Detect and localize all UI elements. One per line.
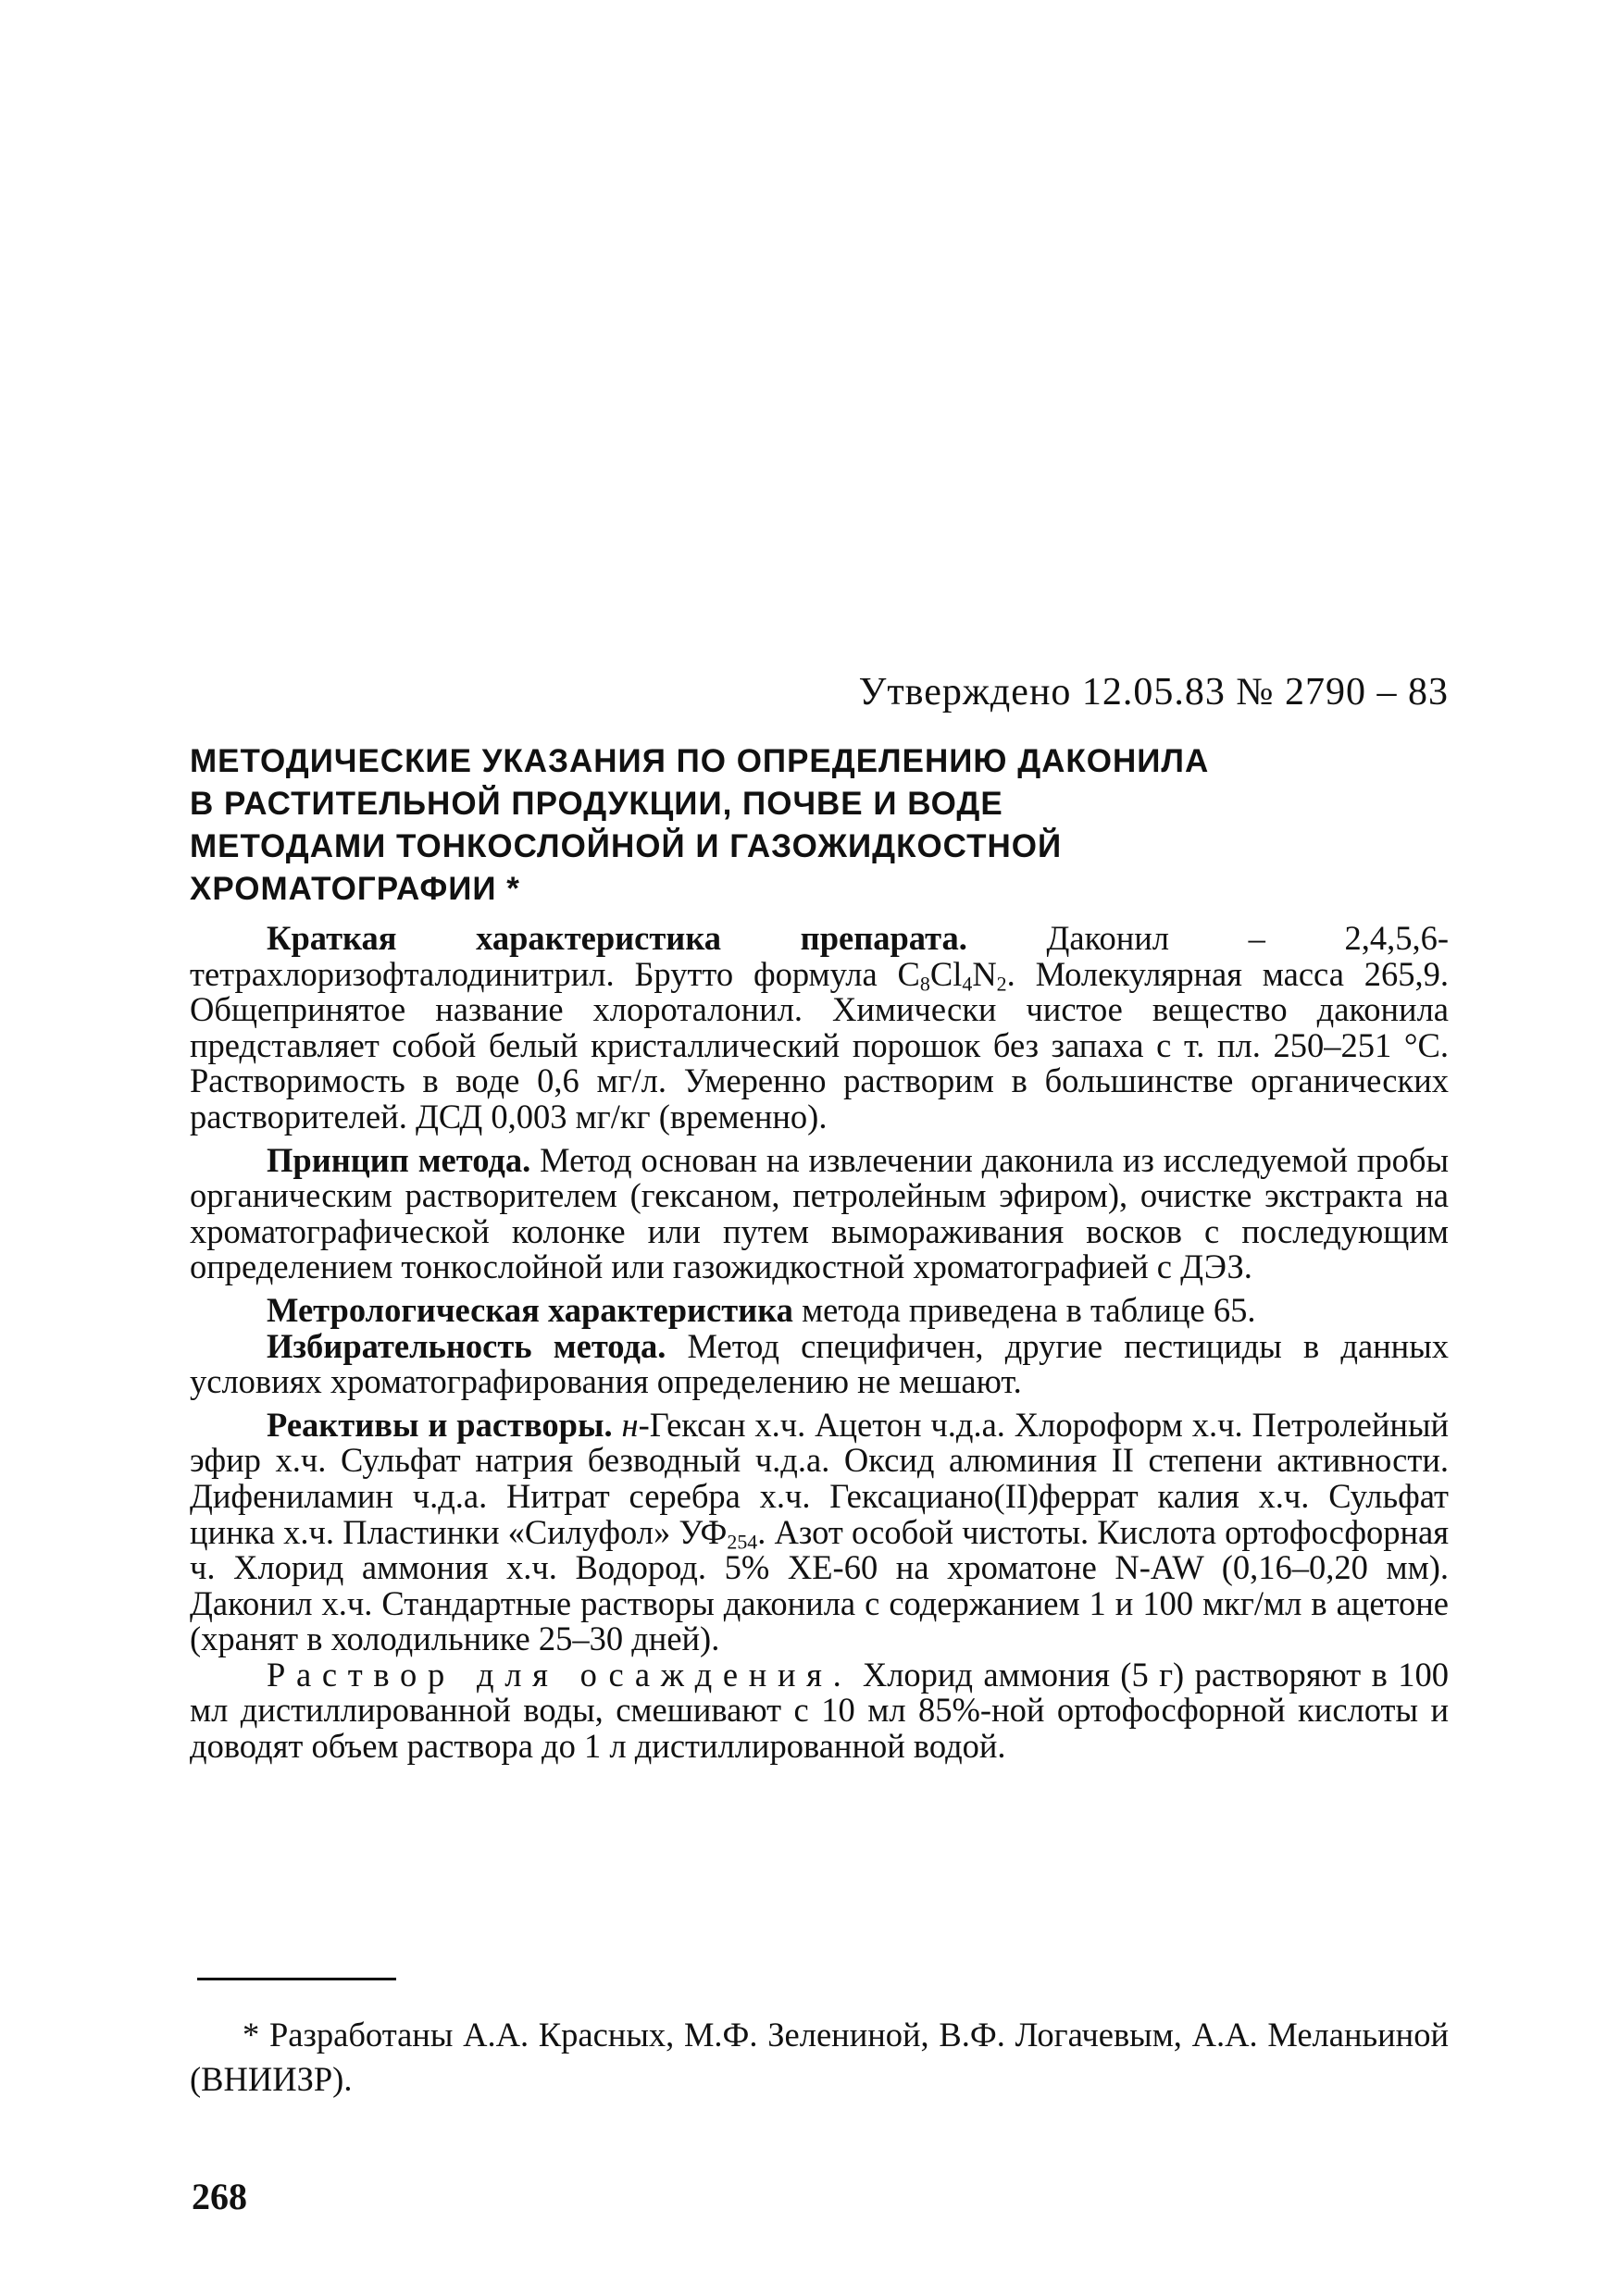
paragraph-text: Cl xyxy=(929,954,963,993)
paragraph-lead: Принцип метода. xyxy=(267,1140,531,1179)
paragraph-text: Даконил – 2,4,5,6-тетрахлоризофталодинитрил. Брутто формула C xyxy=(190,919,1449,993)
formula-subscript: 4 xyxy=(962,972,973,996)
paragraph-text: Хлорид аммония (5 г) растворяют в 100 мл дистиллированной воды, смешивают с 10 мл 85%-ной ортофосфорной кислоты и доводят объем раствора до 1 л дистиллированной водой. xyxy=(190,1655,1449,1766)
italic-prefix: н xyxy=(621,1405,639,1444)
paragraph-lead: Реактивы и растворы. xyxy=(267,1405,613,1444)
paragraph-method-principle xyxy=(190,1140,1449,1286)
uv-subscript: 254 xyxy=(727,1529,758,1553)
paragraph-metrology xyxy=(190,1290,1449,1329)
footnote-text: * Разработаны А.А. Красных, М.Ф. Зелениной, В.Ф. Логачевым, А.А. Меланьиной (ВНИИЗР). xyxy=(190,2016,1449,2098)
paragraph-selectivity xyxy=(190,1326,1449,1401)
paragraph-precipitation-solution xyxy=(190,1657,1449,1765)
footnote-divider xyxy=(197,1978,396,1980)
title-line-1: МЕТОДИЧЕСКИЕ УКАЗАНИЯ ПО ОПРЕДЕЛЕНИЮ ДАКОНИЛА xyxy=(190,743,1210,779)
formula-subscript: 8 xyxy=(919,972,930,996)
paragraph-characteristics xyxy=(190,921,1449,1136)
paragraph-reagents xyxy=(190,1405,1449,1658)
paragraph-lead: Раствор для осаждения. xyxy=(267,1655,853,1694)
approval-line: Утверждено 12.05.83 № 2790 – 83 xyxy=(858,671,1449,714)
paragraph-text: Метод основан на извлечении даконила из исследуемой пробы органическим растворителем (гексаном, петролейным эфиром), очистке экстракта на хроматографической колонке или путем вымораживания восков с последующим определением тонкослойной или газожидкостной хроматографией с ДЭЗ. xyxy=(190,1140,1449,1286)
paragraph-text: N xyxy=(972,954,997,993)
paragraph-text: . Азот особой чистоты. Кислота ортофосфорная ч. Хлорид аммония х.ч. Водород. 5% ХЕ-60 на хроматоне N-AW (0,16–0,20 мм). Даконил х.ч. Стандартные растворы даконила с содержанием 1 и 100 мкг/мл в ацетоне (хранят в холодильнике 25–30 дней). xyxy=(190,1512,1449,1658)
paragraph-lead: Метрологическая характеристика xyxy=(267,1290,793,1329)
formula-subscript: 2 xyxy=(996,972,1007,996)
paragraph-text: -Гексан х.ч. Ацетон ч.д.а. Хлороформ х.ч. Петролейный эфир х.ч. Сульфат натрия безводный ч.д.а. Оксид алюминия II степени активности. Дифениламин ч.д.а. Нитрат серебра х.ч. Гексациано(II)феррат калия х.ч. Сульфат цинка х.ч. Пластинки «Силуфол» УФ xyxy=(190,1405,1449,1551)
page-number: 268 xyxy=(192,2176,247,2217)
paragraph-text: . Молекулярная масса 265,9. Общепринятое название хлороталонил. Химически чистое вещество даконила представляет собой белый кристаллический порошок без запаха с т. пл. 250–251 °С. Растворимость в воде 0,6 мг/л. Умеренно растворим в большинстве органических растворителей. ДСД 0,003 мг/кг (временно). xyxy=(190,954,1449,1136)
title-line-3: МЕТОДАМИ ТОНКОСЛОЙНОЙ И ГАЗОЖИДКОСТНОЙ xyxy=(190,828,1063,864)
document-body xyxy=(190,921,1449,1765)
paragraph-lead: Избирательность метода. xyxy=(267,1326,666,1365)
paragraph-text: Метод специфичен, другие пестициды в данных условиях хроматографирования определению не мешают. xyxy=(190,1326,1449,1401)
document-title xyxy=(190,740,1301,911)
title-line-4: ХРОМАТОГРАФИИ * xyxy=(190,871,520,907)
paragraph-lead: Краткая характеристика препарата. xyxy=(267,919,967,957)
title-line-2: В РАСТИТЕЛЬНОЙ ПРОДУКЦИИ, ПОЧВЕ И ВОДЕ xyxy=(190,786,1003,822)
footnote xyxy=(190,2013,1449,2102)
paragraph-text: метода приведена в таблице 65. xyxy=(792,1290,1256,1329)
